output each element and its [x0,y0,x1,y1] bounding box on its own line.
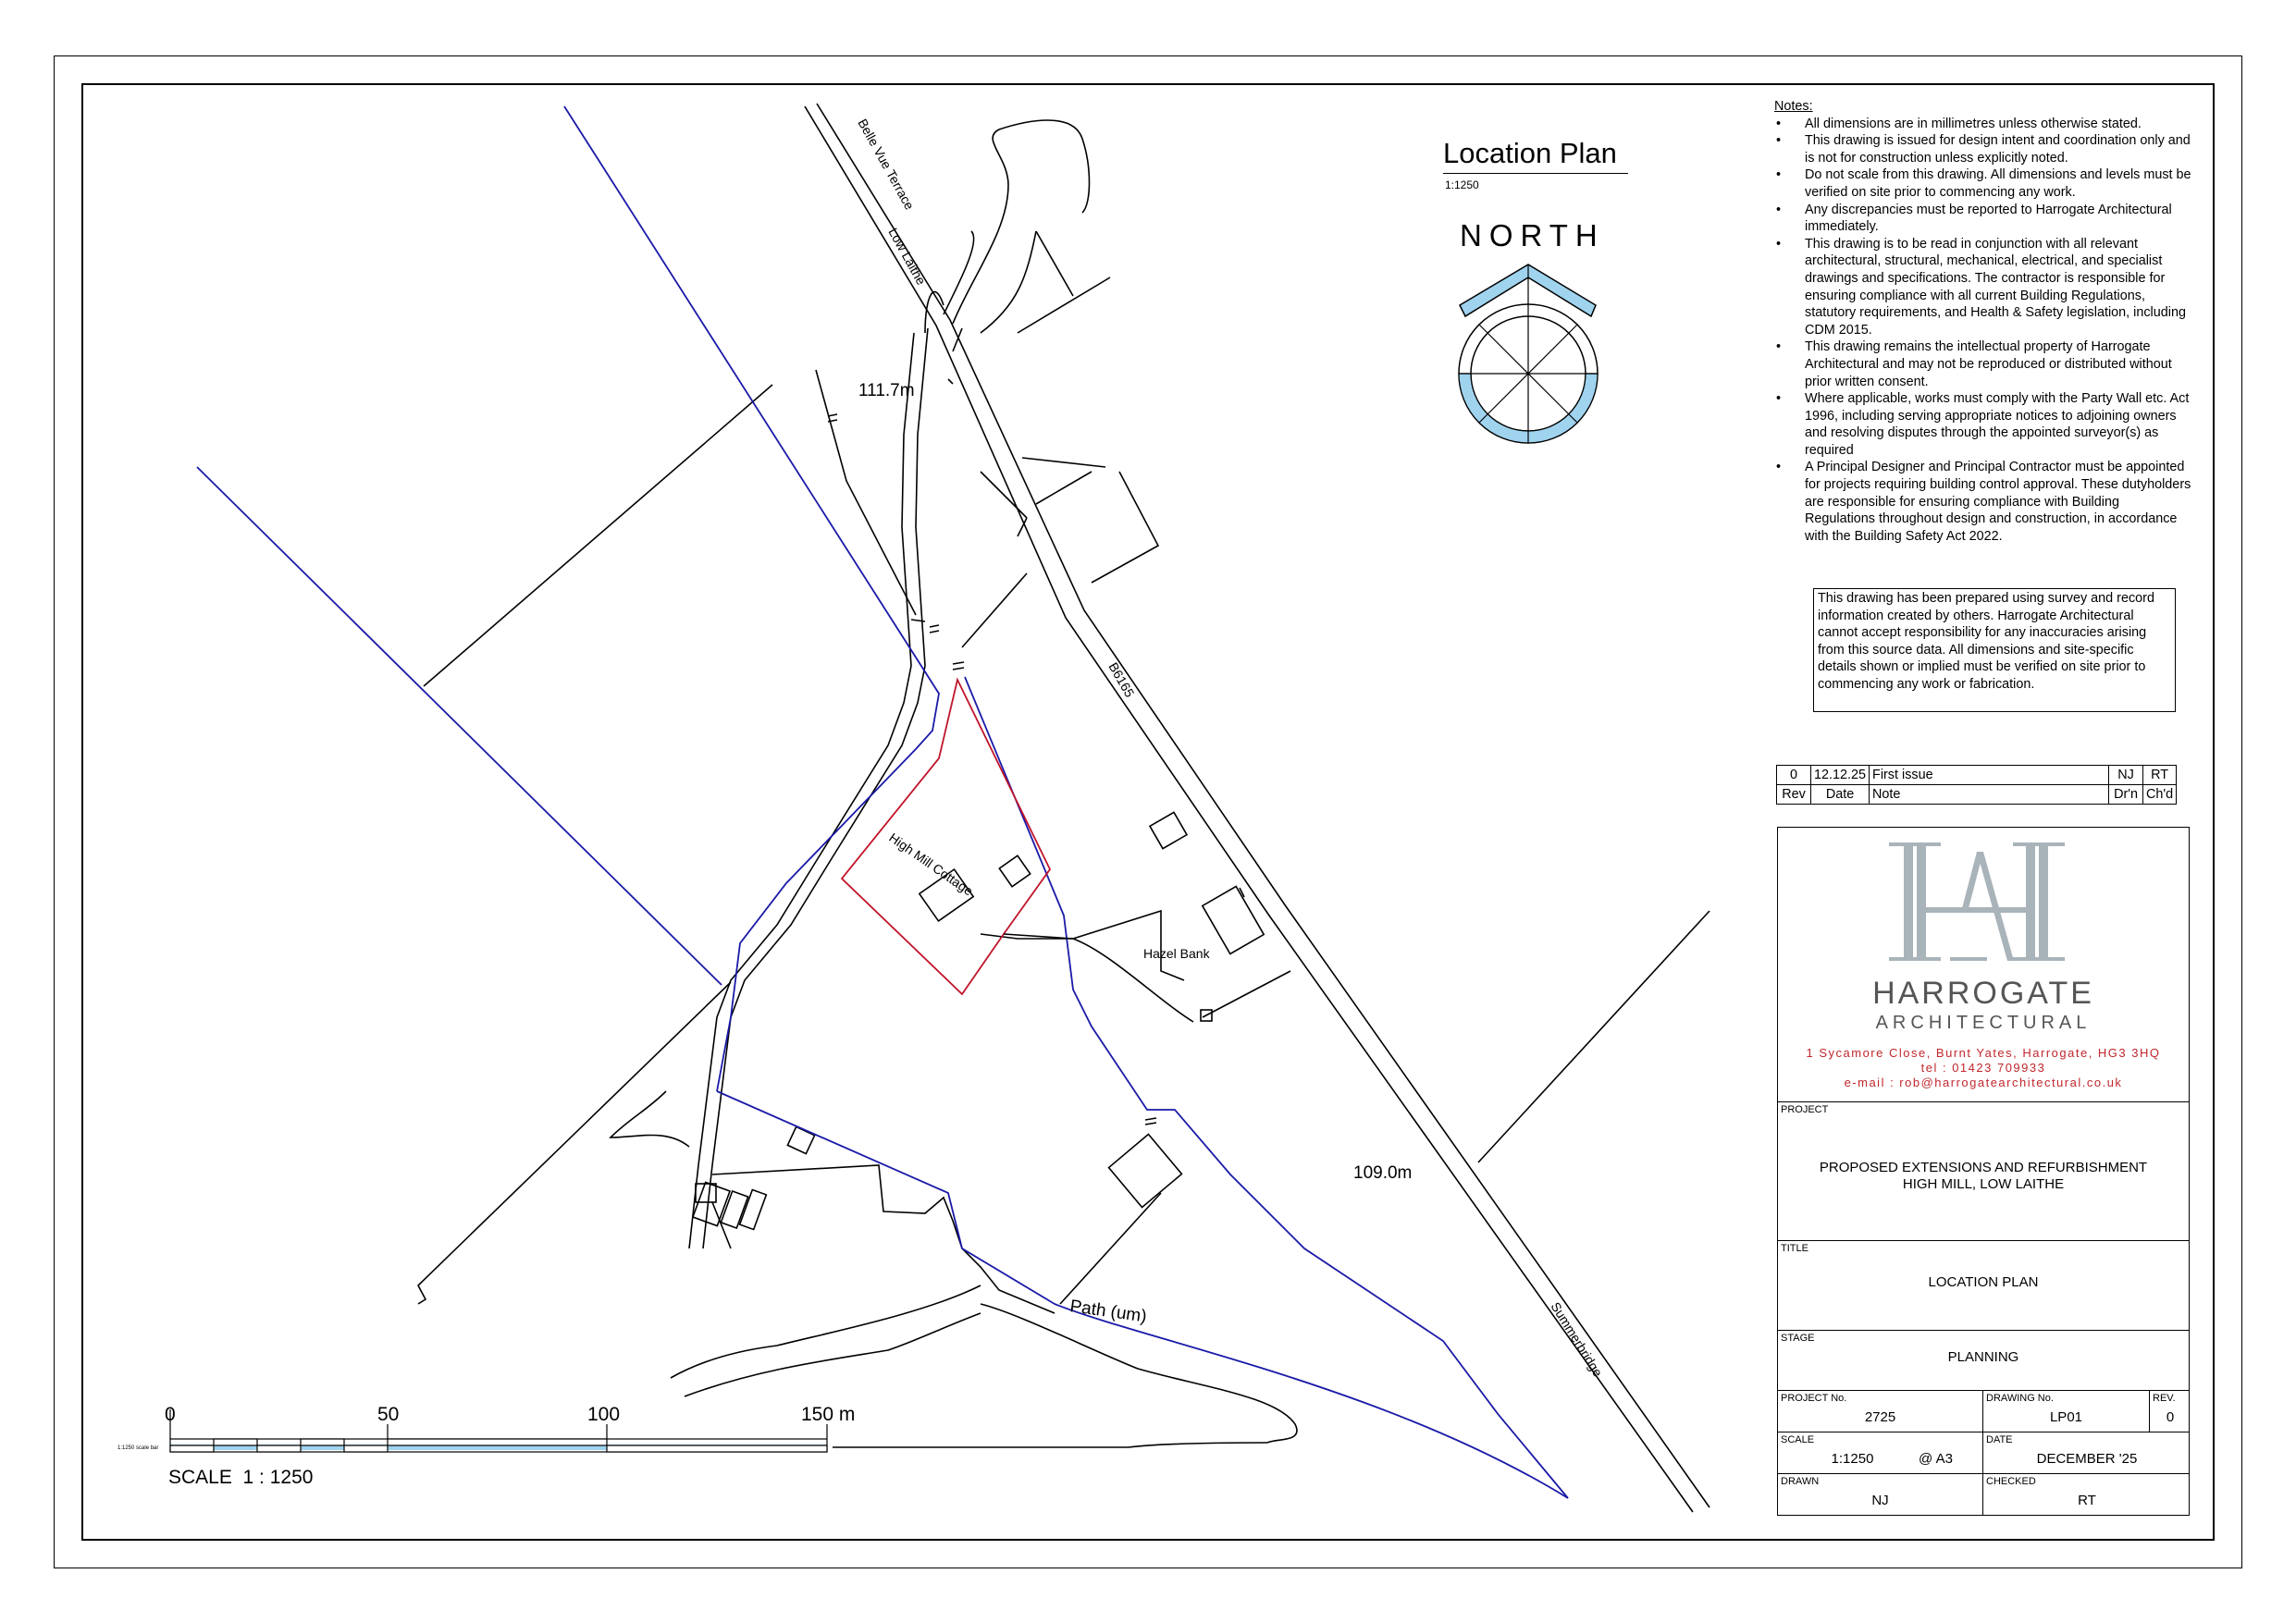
blue-boundary-line [965,677,1568,1498]
drawn-cell [1778,1474,1983,1516]
lane-edge-west [689,333,914,1248]
boundary-marker [1145,1118,1156,1125]
label-level-109: 109.0m [1353,1163,1413,1183]
paper-size: @ A3 [1919,1451,1953,1467]
label-b6165: B6165 [1105,659,1138,700]
rev-header-rev: Rev [1777,785,1811,805]
rev-drawn: NJ [2109,766,2143,785]
track [1036,231,1073,296]
road-junction [953,328,962,351]
note-item: • A Principal Designer and Principal Contractor must be appointed for projects requiring building control approval. These dutyholders are responsible for ensuring compliance with Building Regulations throughout design and construction, in accordance with the Building Safety Act 2022. [1774,459,2192,545]
scale-bar-ticks [170,1409,827,1439]
scale-bar-segment [607,1445,827,1452]
plan-title-underline [1443,173,1628,174]
label-summerbridge: Summerbridge [1548,1299,1606,1380]
b6165-road-edge-east [817,104,1710,1507]
building [787,1126,814,1153]
revision-label: REV. [2153,1393,2176,1404]
map-linework [418,104,1710,1512]
notes-list [1774,116,2192,546]
drawing-title: LOCATION PLAN [1928,1274,2039,1290]
scale-bar-segment [388,1439,607,1445]
checked-label: CHECKED [1986,1476,2036,1487]
project-label: PROJECT [1781,1104,1829,1115]
plan-scale: 1:1250 [1445,178,1479,191]
map-labels [855,117,1605,1380]
scale-bar-segment [257,1445,301,1452]
rev-date: 12.12.25 [1811,766,1870,785]
date-value: DECEMBER '25 [2036,1451,2138,1467]
company-tel: tel : 01423 709933 [1920,1061,2046,1075]
note-item: • Where applicable, works must comply with the Party Wall etc. Act 1996, including serving appropriate notices to adjoining owners and resolving disputes through the appointed surveyor(s) as required [1774,390,2192,459]
checked-value: RT [2078,1493,2096,1508]
revision-table [1776,765,2177,805]
revision-cell [2150,1391,2191,1432]
revision-value: 0 [2166,1409,2175,1425]
company-logo-mark [1778,842,2191,981]
north-arrow [1449,264,1608,453]
project-section [1778,1101,2189,1240]
rev-note: First issue [1870,766,2109,785]
revision-header-row [1777,785,2177,805]
title-label: TITLE [1781,1243,1808,1254]
scale-bar-segment [344,1445,388,1452]
project-number-row [1778,1390,2189,1432]
track [944,231,974,314]
notes-panel [1774,98,2192,545]
outbuilding [999,855,1030,886]
date-cell [1983,1432,2191,1474]
field-boundary [1060,1193,1161,1304]
drawing-number-cell [1983,1391,2150,1432]
hazel-bank-building [1203,887,1264,954]
revision-row [1777,766,2177,785]
project-number: 2725 [1864,1409,1896,1425]
field-boundary [1036,472,1092,504]
label-belle-vue-terrace: Belle Vue Terrace [855,116,918,213]
project-number-label: PROJECT No. [1781,1393,1847,1404]
blue-boundary-line [197,467,722,985]
blue-boundary-line [717,1091,1568,1498]
rev-number: 0 [1777,766,1811,785]
project-number-cell [1778,1391,1983,1432]
boundary-marker [930,625,939,633]
note-item: • All dimensions are in millimetres unless otherwise stated. [1774,116,2192,133]
building [693,1182,730,1225]
note-item: • Do not scale from this drawing. All dimensions and levels must be verified on site prior to commencing any work. [1774,166,2192,201]
scale-caption: SCALE 1 : 1250 [168,1467,314,1488]
drawing-number-label: DRAWING No. [1986,1393,2054,1404]
site-boundary-red [842,680,1050,994]
company-email: e-mail : rob@harrogatearchitectural.co.uk [1844,1076,2123,1089]
scale-tick-0: 0 [165,1404,176,1425]
title-section [1778,1240,2189,1330]
scale-tick-100: 100 [587,1404,621,1425]
boundary-marker [911,620,925,621]
title-block [1777,827,2190,1516]
building [721,1191,747,1228]
company-address: 1 Sycamore Close, Burnt Yates, Harrogate, HG3 3HQ [1806,1046,2161,1060]
scale-tick-150: 150 m [801,1404,856,1425]
rev-header-note: Note [1870,785,2109,805]
label-low-laithe: Low Laithe [885,225,930,288]
track [611,1091,689,1147]
ownership-boundary [197,106,1568,1498]
scale-date-row [1778,1432,2189,1473]
field-boundary [962,573,1027,647]
scale-label: SCALE [1781,1434,1815,1445]
label-high-mill-cottage: High Mill Cottage [886,830,976,899]
label-hazel-bank: Hazel Bank [1143,946,1210,961]
rev-header-date: Date [1811,785,1870,805]
note-item: • This drawing is to be read in conjunction with all relevant architectural, structural, mechanical, electrical, and specialist drawings and specifications. The contractor is responsible for ensuring compliance with all current Building Regulations, statutory requirements, and Health & Safety legislation, including CDM 2015. [1774,236,2192,339]
boundary-marker [953,662,964,670]
lane-edge-east [703,328,928,1248]
project-line1: PROPOSED EXTENSIONS AND REFURBISHMENT [1819,1160,2148,1175]
date-label: DATE [1986,1434,2013,1445]
field-boundary [1478,911,1710,1162]
label-path: Path (um) [1068,1297,1148,1327]
note-item: • This drawing remains the intellectual property of Harrogate Architectural and may not be reproduced or distributed without prior written consent. [1774,338,2192,390]
north-label: NORTH [1460,218,1605,252]
hazel-bank-boundary [1203,971,1290,1017]
building [1150,812,1187,848]
scale-bar-segment [301,1439,344,1445]
notes-heading: Notes: [1774,99,1813,114]
company-name: HARROGATE [1872,976,2094,1011]
rev-checked: RT [2143,766,2177,785]
drawn-label: DRAWN [1781,1476,1820,1487]
field-boundary [1092,472,1158,583]
company-subname: ARCHITECTURAL [1875,1013,2092,1033]
boundary-marker [948,379,953,384]
scale-tick-50: 50 [377,1404,400,1425]
note-item: • Any discrepancies must be reported to Harrogate Architectural immediately. [1774,202,2192,236]
label-level-111: 111.7m [858,381,915,400]
compass-lines [1459,304,1598,443]
boundary [712,1165,1055,1313]
stage-value: PLANNING [1947,1349,2019,1365]
track [1018,277,1110,333]
rev-header-drawn: Dr'n [2109,785,2143,805]
field-boundary [424,385,772,686]
project-line2: HIGH MILL, LOW LAITHE [1902,1176,2065,1192]
woodland-outline [953,120,1090,324]
rev-header-checked: Ch'd [2143,785,2177,805]
note-item: • This drawing is issued for design intent and coordination only and is not for construction unless explicitly noted. [1774,132,2192,166]
checked-cell [1983,1474,2191,1516]
drawn-value: NJ [1871,1493,1889,1508]
road-junction [981,231,1036,333]
blue-boundary-line [564,106,939,1091]
drawing-number: LP01 [2049,1409,2083,1425]
boundary [833,1443,1267,1447]
scale-bar-tiny-label: 1:1250 scale bar [117,1445,159,1451]
stage-section [1778,1330,2189,1390]
scale-value: 1:1250 [1831,1451,1874,1467]
plan-title: Location Plan [1443,137,1617,169]
building [1109,1135,1182,1208]
drawn-checked-row [1778,1473,2189,1515]
scale-bar [117,1404,855,1488]
field-boundary [1022,458,1105,467]
scale-bar-segment [214,1439,257,1445]
disclaimer-box: This drawing has been prepared using survey and record information created by others. Harrogate Architectural cannot accept responsibility for any inaccuracies arising from this source data. All dimensions and site-specific details shown or implied must be verified on site prior to commencing any work or fabrication. [1813,588,2176,712]
scale-cell [1778,1432,1983,1474]
scale-bar-segment [170,1445,214,1452]
stage-label: STAGE [1781,1333,1815,1344]
company-logo-panel [1778,828,2189,1101]
